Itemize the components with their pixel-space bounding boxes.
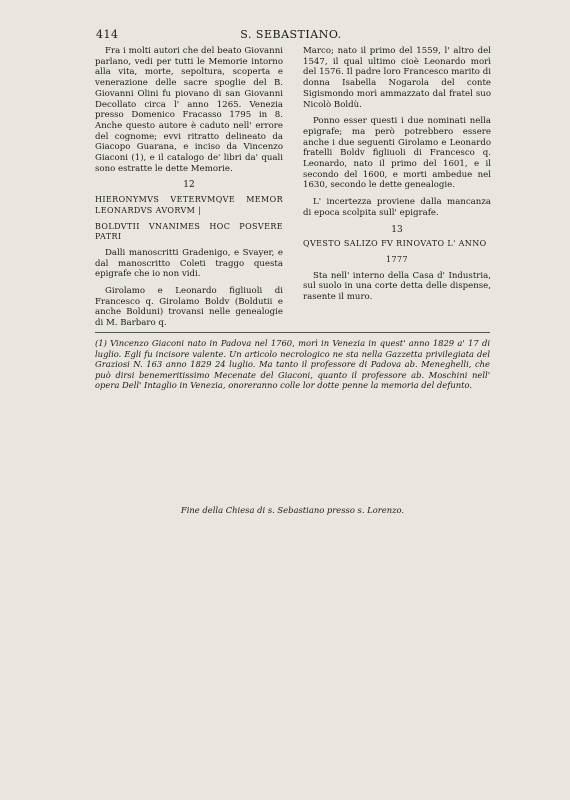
section-number: 13 [391, 224, 403, 235]
page-number: 414 [96, 28, 119, 41]
paragraph: Fra i molti autori che del beato Giovanni parlano, vedi per tutti le Memorie intorno alla vita, morte, sepoltura, scoperta e venerazione delle sacre spoglie del B. Giovanni Olini fu piovano di san Giovanni Decollato circa l' anno 1265. Venezia presso Domenico Fracasso 1795 in 8. Anche questo autore è caduto nell' errore del cognome; evvi ritratto delineato da Giacopo Guarana, e inciso da Vincenzo Giaconi (1), e il catalogo de' libri da' quali sono estratte le dette Memorie. [95, 46, 283, 174]
running-header [96, 28, 486, 42]
page-title: S. SEBASTIANO. [240, 28, 342, 41]
epigraph-line: 1777 [386, 254, 408, 264]
footnote: (1) Vincenzo Giaconi nato in Padova nel 1760, morì in Venezia in quest' anno 1829 a' 17 di luglio. Egli fu incisore valente. Un articolo necrologico ne sta nella Gazzetta privilegiata del Graziosi N. 163 anno 1829 24 luglio. Ma tanto il professore di Padova ab. Meneghelli, che può dirsi benemeritissimo Mecenate del Giaconi, quanto il professore ab. Moschini nell' opera Dell' Intaglio in Venezia, onoreranno colle lor dotte penne la memoria del defunto. [95, 338, 490, 391]
paragraph: Dalli manoscritti Gradenigo, e Svayer, e dal manoscritto Coleti traggo questa epigrafe che io non vidi. [95, 247, 283, 280]
section-number: 12 [183, 180, 195, 191]
left-column [95, 46, 283, 335]
paragraph: Marco; nato il primo del 1559, l' altro del 1547, il qual ultimo cioè Leonardo morì del 1576. Il padre loro Francesco marito di donna Isabella Nogarola del conte Sigismondo morì ammazzato dal fratel suo Nicolò Boldù. [303, 46, 491, 110]
paragraph: L' incertezza proviene dalla mancanza di epoca scolpita sull' epigrafe. [303, 197, 491, 218]
epigraph-line: QVESTO SALIZO FV RINOVATO L' ANNO [303, 239, 487, 249]
paragraph: Ponno esser questi i due nominati nella epigrafe; ma però potrebbero essere anche i due seguenti Girolamo e Leonardo fratelli Boldv figliuoli di Francesco q. Leonardo, nato il primo del 1601, e il secondo del 1600, e morti ambedue nel 1630, secondo le dette genealogie. [303, 116, 491, 191]
epigraph-line: HIERONYMVS VETERVMQVE MEMOR LEONARDVS AVORVM | [95, 195, 283, 215]
closing-line: Fine della Chiesa di s. Sebastiano presso s. Lorenzo. [180, 505, 405, 515]
paragraph: Sta nell' interno della Casa d' Industria, sul suolo in una corte detta delle dispense, rasente il muro. [303, 270, 491, 303]
footnote-divider [95, 332, 490, 333]
right-column [303, 46, 491, 309]
paragraph: Girolamo e Leonardo figliuoli di Francesco q. Girolamo Boldv (Boldutii e anche Bolduni) trovansi nelle genealogie di M. Barbaro q. [95, 286, 283, 329]
epigraph-line: BOLDVTII VNANIMES HOC POSVERE PATRI [95, 221, 283, 242]
